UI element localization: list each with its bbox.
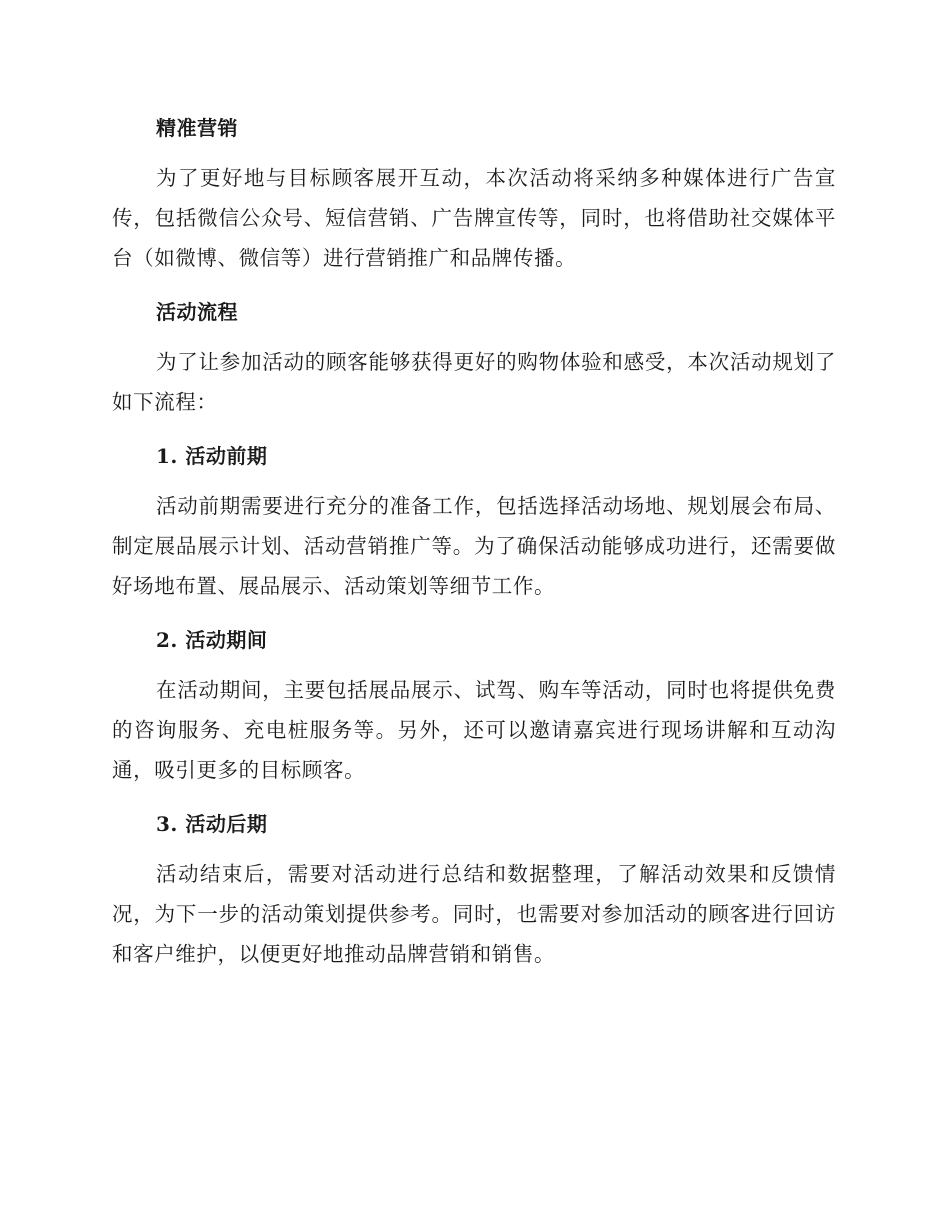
- section-heading-activity-process: 活动流程: [156, 300, 238, 324]
- section-paragraph-during-event: 在活动期间，主要包括展品展示、试驾、购车等活动，同时也将提供免费的咨询服务、充电桩服务等。另外，还可以邀请嘉宾进行现场讲解和互动沟通，吸引更多的目标顾客。: [112, 678, 836, 782]
- section-paragraph-activity-process: 为了让参加活动的顾客能够获得更好的购物体验和感受，本次活动规划了如下流程：: [112, 350, 836, 414]
- section-heading-post-event: 3. 活动后期: [156, 812, 268, 836]
- section-paragraph-precision-marketing: 为了更好地与目标顾客展开互动，本次活动将采纳多种媒体进行广告宣传，包括微信公众号、短信营销、广告牌宣传等，同时，也将借助社交媒体平台（如微博、微信等）进行营销推广和品牌传播。: [112, 166, 836, 270]
- document-body: [112, 108, 836, 988]
- section-heading-pre-event: 1. 活动前期: [156, 444, 268, 468]
- section-paragraph-post-event: 活动结束后，需要对活动进行总结和数据整理，了解活动效果和反馈情况，为下一步的活动策划提供参考。同时，也需要对参加活动的顾客进行回访和客户维护，以便更好地推动品牌营销和销售。: [112, 862, 836, 966]
- section-heading-precision-marketing: 精准营销: [156, 116, 238, 140]
- section-paragraph-pre-event: 活动前期需要进行充分的准备工作，包括选择活动场地、规划展会布局、制定展品展示计划、活动营销推广等。为了确保活动能够成功进行，还需要做好场地布置、展品展示、活动策划等细节工作。: [112, 494, 836, 598]
- section-heading-during-event: 2. 活动期间: [156, 628, 268, 652]
